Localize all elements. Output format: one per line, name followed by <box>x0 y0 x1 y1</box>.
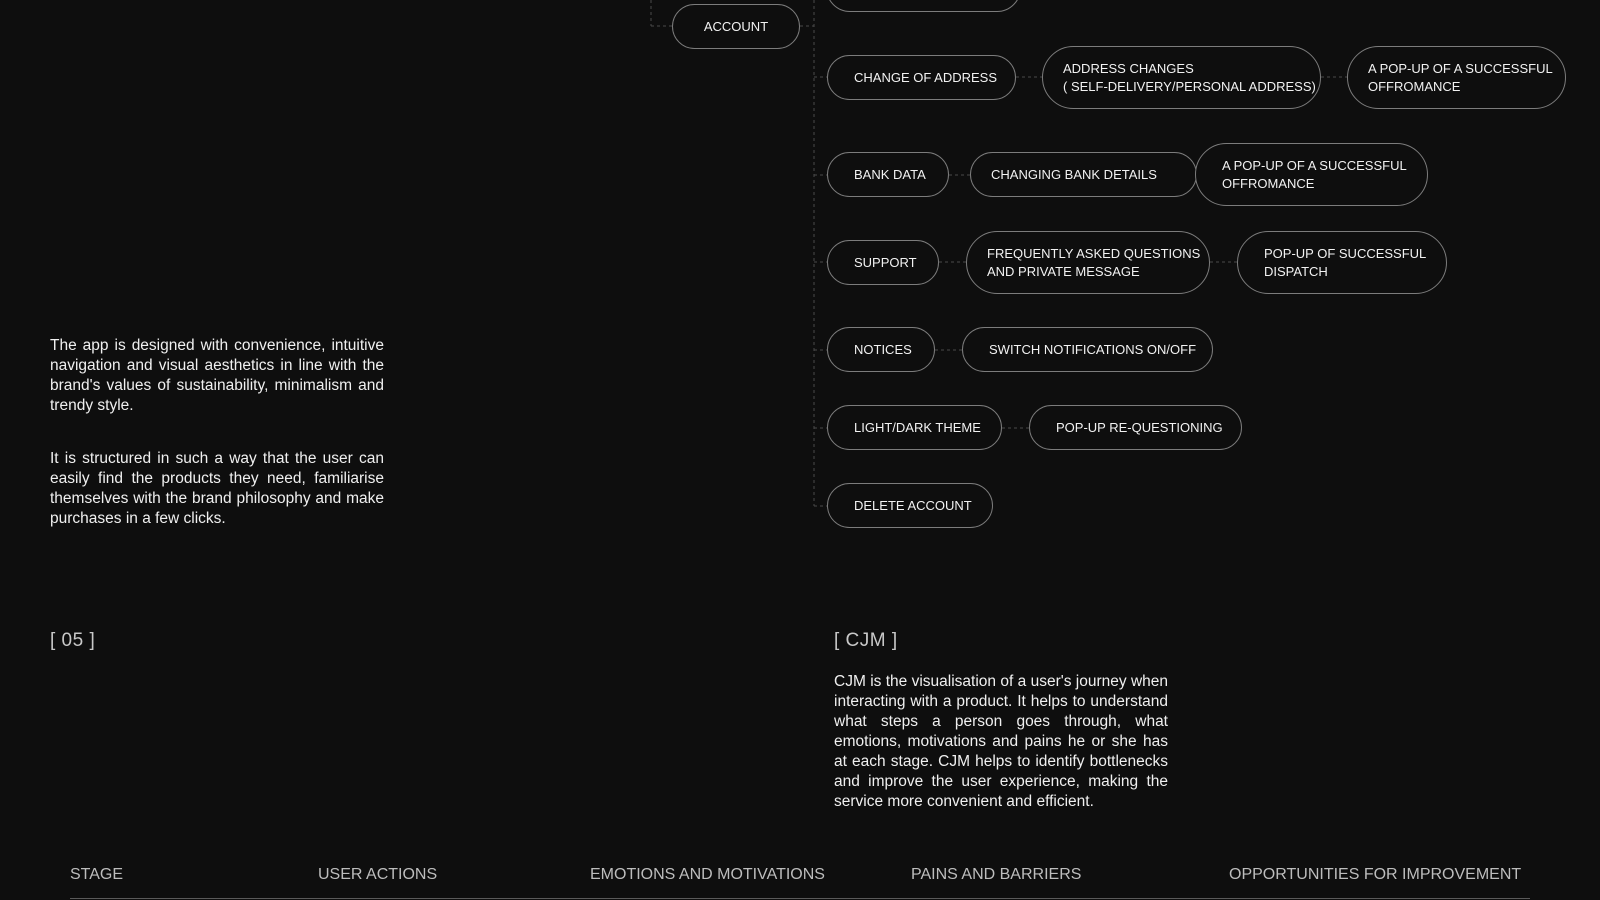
changing-bank-details-node[interactable]: CHANGING BANK DETAILS <box>970 152 1197 197</box>
table-header-rule <box>70 898 1530 899</box>
support-node[interactable]: SUPPORT <box>827 240 939 285</box>
light-dark-theme-node[interactable]: LIGHT/DARK THEME <box>827 405 1002 450</box>
table-header-opportunities: OPPORTUNITIES FOR IMPROVEMENT <box>1229 866 1522 883</box>
address-success-popup-node[interactable]: A POP-UP OF A SUCCESSFUL OFFROMANCE <box>1347 46 1566 109</box>
intro-paragraph-2: It is structured in such a way that the user can easily find the products they need, familiarise themselves with the brand philosophy and make purchases in a few clicks. <box>50 450 384 527</box>
cjm-tag: [ CJM ] <box>834 630 898 651</box>
switch-notifications-node[interactable]: SWITCH NOTIFICATIONS ON/OFF <box>962 327 1213 372</box>
intro-paragraph-1: The app is designed with convenience, intuitive navigation and visual aesthetics in line with the brand's values of sustainability, minimalism and trendy style. <box>50 337 384 414</box>
table-header-pains: PAINS AND BARRIERS <box>911 866 1082 883</box>
section-number: [ 05 ] <box>50 630 96 651</box>
account-node[interactable]: ACCOUNT <box>672 4 800 49</box>
delete-account-node[interactable]: DELETE ACCOUNT <box>827 483 993 528</box>
address-changes-node[interactable]: ADDRESS CHANGES ( SELF-DELIVERY/PERSONAL ADDRESS) <box>1042 46 1321 109</box>
change-of-address-node[interactable]: CHANGE OF ADDRESS <box>827 55 1016 100</box>
cjm-description: CJM is the visualisation of a user's journey when interacting with a product. It helps to understand what steps a person goes through, what emotions, motivations and pains he or she has at each stage. CJM helps to identify bottlenecks and improve the user experience, making the service more convenient and efficient. <box>834 673 1168 810</box>
table-header-user-actions: USER ACTIONS <box>318 866 438 883</box>
notices-node[interactable]: NOTICES <box>827 327 935 372</box>
table-header-stage: STAGE <box>70 866 124 883</box>
partial-top-node[interactable] <box>826 0 1021 12</box>
table-header-emotions: EMOTIONS AND MOTIVATIONS <box>590 866 825 883</box>
dispatch-success-popup-node[interactable]: POP-UP OF SUCCESSFUL DISPATCH <box>1237 231 1447 294</box>
faq-private-message-node[interactable]: FREQUENTLY ASKED QUESTIONS AND PRIVATE MESSAGE <box>966 231 1210 294</box>
bank-success-popup-node[interactable]: A POP-UP OF A SUCCESSFUL OFFROMANCE <box>1195 143 1428 206</box>
bank-data-node[interactable]: BANK DATA <box>827 152 949 197</box>
re-questioning-popup-node[interactable]: POP-UP RE-QUESTIONING <box>1029 405 1242 450</box>
